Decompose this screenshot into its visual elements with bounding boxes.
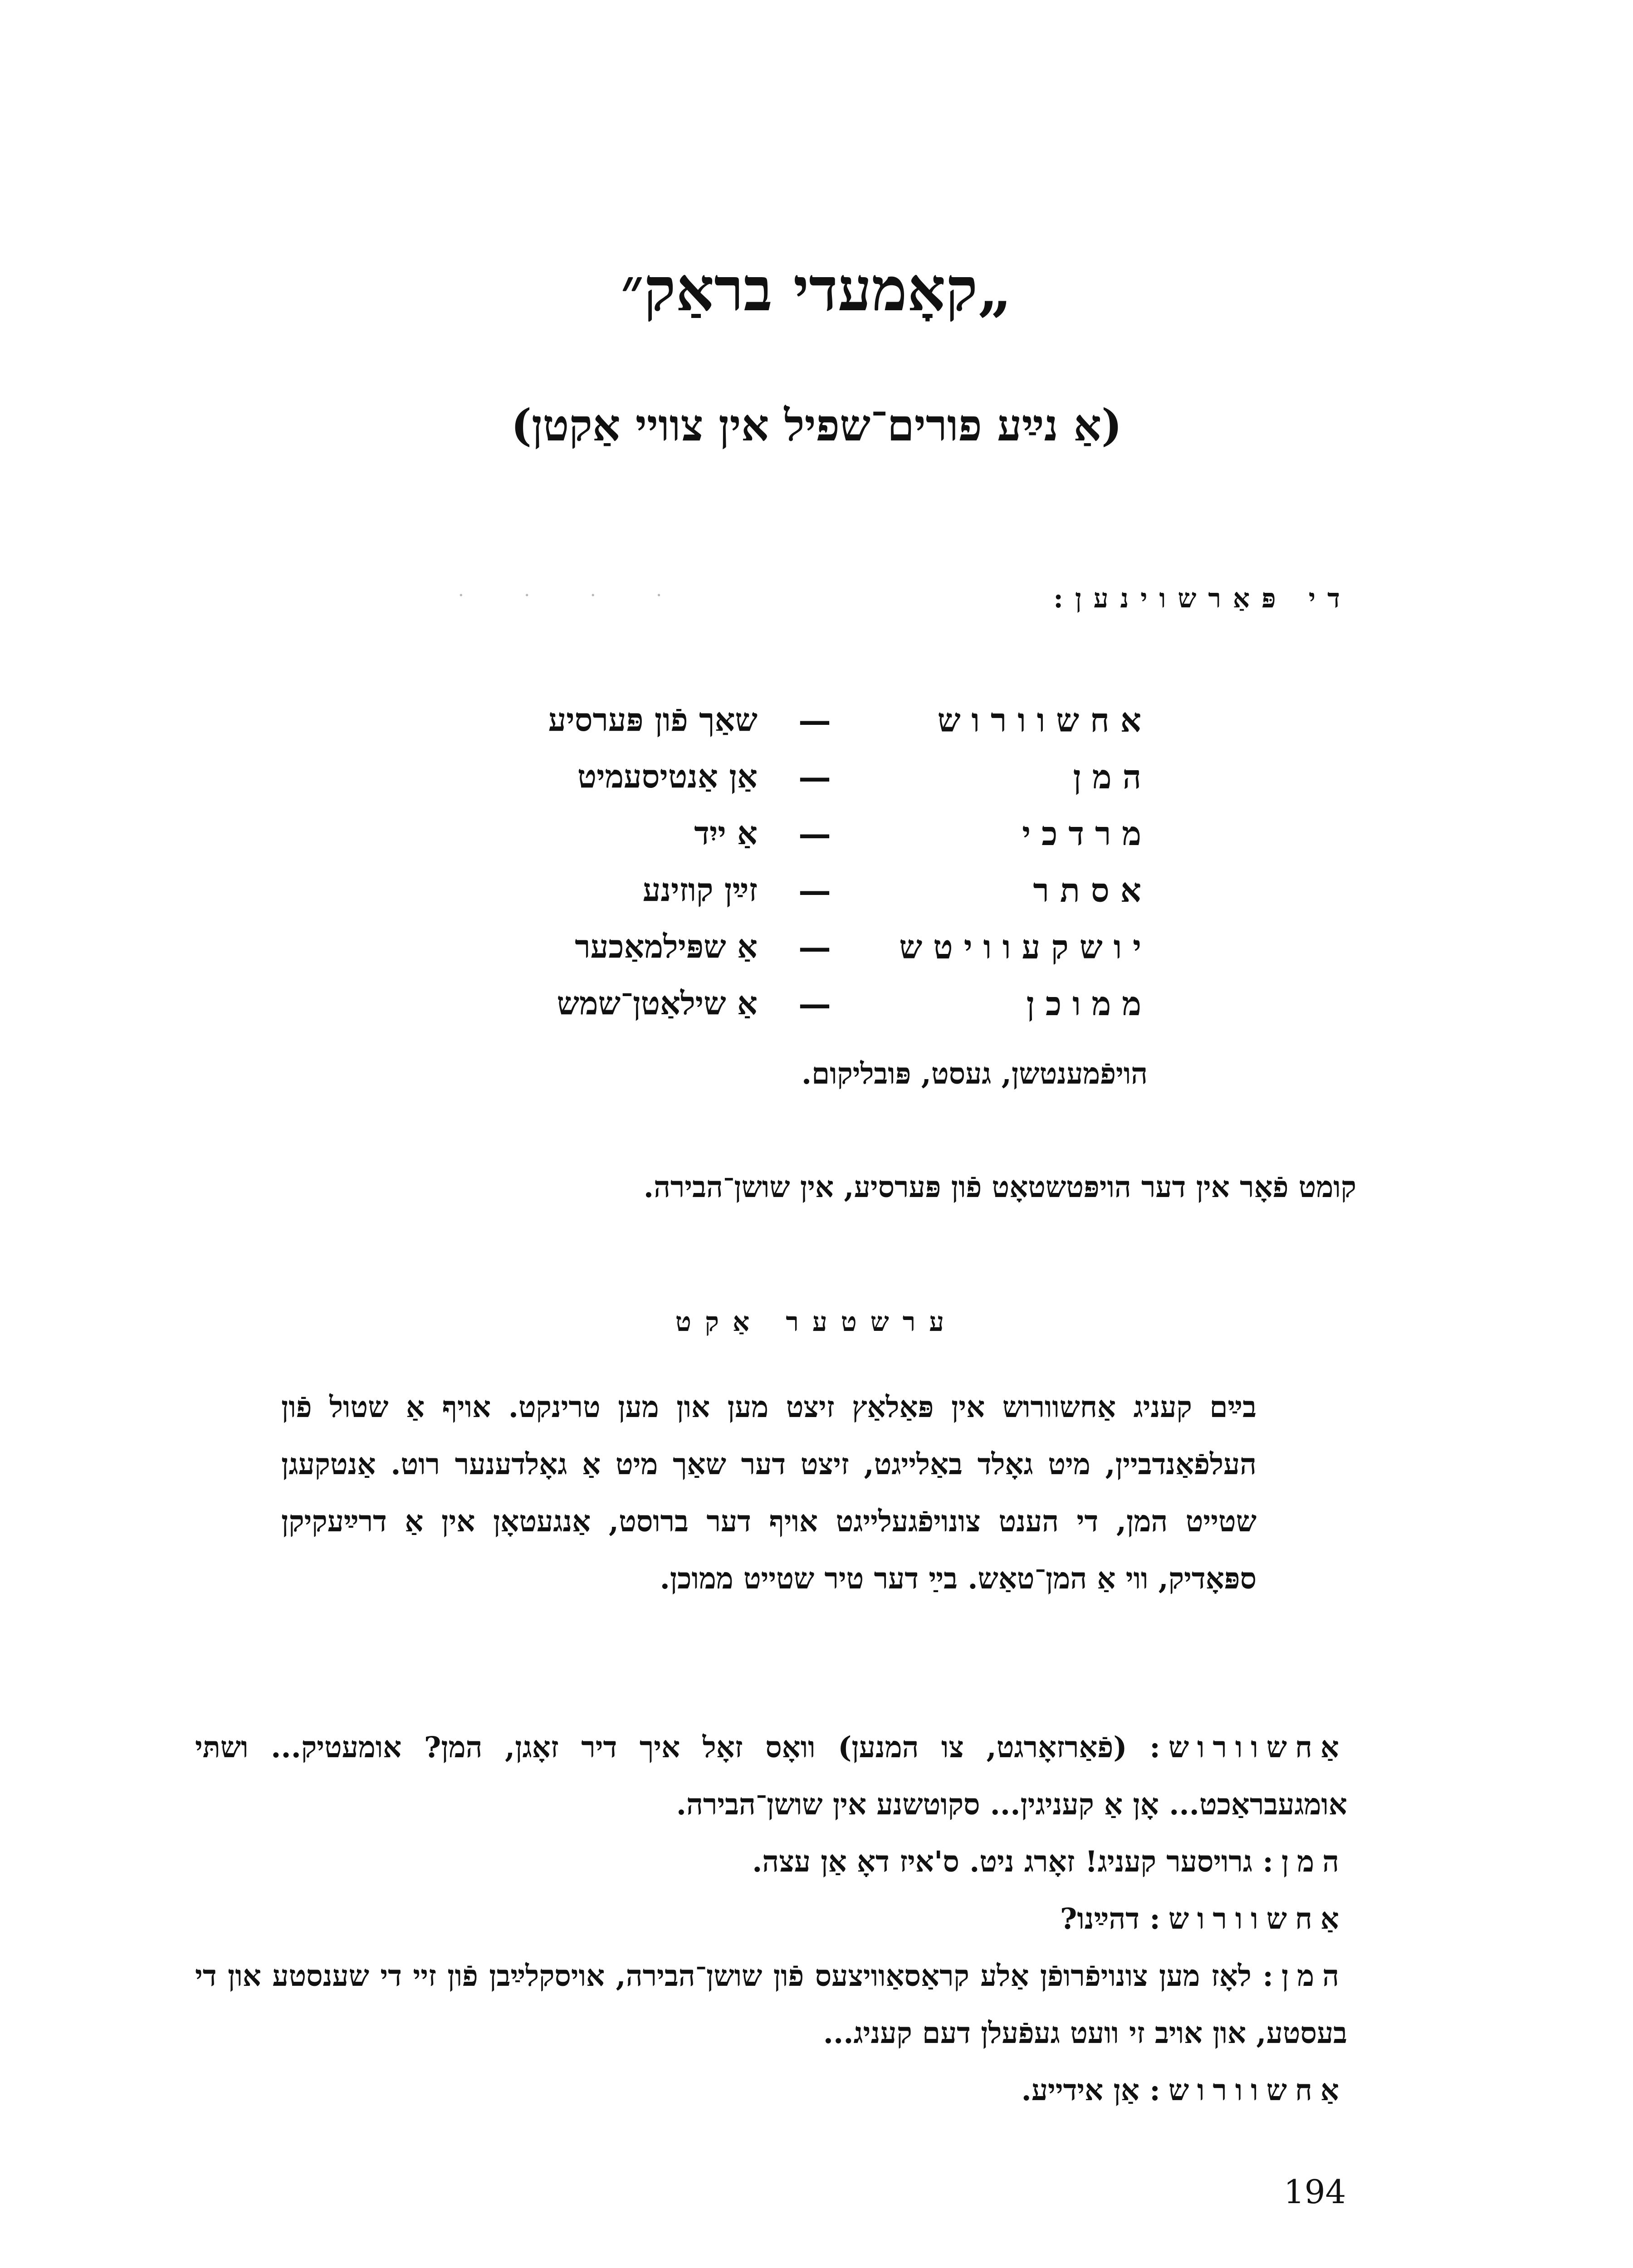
cast-name: יושקעוויטש bbox=[899, 928, 1152, 966]
cast-role: אַן אַנטיסעמיט bbox=[577, 758, 758, 795]
act-heading: ערשטער אַקט bbox=[675, 1306, 958, 1337]
dialogue-block bbox=[195, 1719, 1347, 2119]
cast-name: אסתר bbox=[1033, 871, 1152, 909]
dialogue-text: אַן אידייע. bbox=[1021, 2073, 1139, 2107]
cast-dash: — bbox=[798, 984, 831, 1023]
dialogue-line bbox=[195, 1891, 1347, 1948]
speaker-name: אַחשוורוש: bbox=[1149, 1730, 1348, 1765]
speaker-name: אַחשוורוש: bbox=[1149, 1902, 1347, 1936]
cast-name: ממוכן bbox=[1026, 984, 1152, 1023]
speaker-name: המן: bbox=[1262, 1959, 1348, 1993]
cast-role: שאַך פֿון פּערסיע bbox=[548, 701, 758, 738]
speaker-name: אַחשוורוש: bbox=[1149, 2073, 1347, 2107]
cast-name: אחשוורוש bbox=[937, 701, 1152, 739]
cast-dash: — bbox=[798, 758, 831, 796]
extras-line: הויפֿמענטשן, געסט, פּובליקום. bbox=[801, 1057, 1148, 1091]
cast-dash: — bbox=[798, 701, 831, 739]
cast-role: זײַן קוזינע bbox=[642, 871, 758, 909]
scan-specks: · · · · bbox=[458, 585, 689, 606]
page-number: 194 bbox=[1284, 2173, 1346, 2211]
dialogue-line bbox=[195, 1833, 1347, 1891]
dialogue-line bbox=[195, 1948, 1347, 2062]
dialogue-line bbox=[195, 1719, 1347, 1833]
cast-heading: די פּאַרשוינען: bbox=[1053, 583, 1352, 614]
setting-line: קומט פֿאָר אין דער הויפּטשטאָט פֿון פּערסיע, אין שושן־הבירה. bbox=[643, 1170, 1356, 1204]
cast-role: אַ שפּילמאַכער bbox=[575, 928, 758, 965]
cast-name: המן bbox=[1073, 758, 1152, 796]
cast-dash: — bbox=[798, 928, 831, 966]
dialogue-line bbox=[195, 2062, 1347, 2119]
cast-role: אַ שילאַטן־שמש bbox=[557, 984, 758, 1022]
cast-role: אַ ייִד bbox=[694, 814, 758, 852]
speaker-name: המן: bbox=[1262, 1845, 1347, 1879]
dialogue-text: לאָז מען צונויפֿרופֿן אַלע קראַסאַוויצעס פֿון שושן־הבירה, אויסקלײַבן פֿון זיי די שענסטע און די בעסטע, און אויב זי וועט געפֿעלן דעם קעניג... bbox=[195, 1959, 1347, 2050]
play-title: „קאָמעדי בראַק״ bbox=[621, 254, 1012, 325]
dialogue-text: (פֿאַרזאָרגט, צו המנען) וואָס זאָל איך דיר זאָגן, המן? אומעטיק... ושתּי אומגעבראַכט... אָן אַ קעניגין... סקוטשנע אין שושן־הבירה. bbox=[195, 1730, 1347, 1822]
play-subtitle: (אַ נײַע פורים־שפיל אין צוויי אַקטן) bbox=[511, 400, 1122, 451]
dialogue-text: גרויסער קעניג! זאָרג ניט. ס'איז דאָ אַן עצה. bbox=[752, 1845, 1253, 1879]
cast-name: מרדכי bbox=[1022, 814, 1152, 853]
cast-dash: — bbox=[798, 871, 831, 909]
stage-direction: בײַם קעניג אַחשוורוש אין פּאַלאַץ זיצט מען און מען טרינקט. אויף אַ שטול פֿון העלפֿאַנדביין, מיט גאָלד באַלייגט, זיצט דער שאַך מיט אַ גאָלדענער רוט. אַנטקעגן שטייט המן, די הענט צונויפֿגעלייגט אויף דער ברוסט, אַנגעטאָן אין אַ דרײַעקיקן ספּאָדיק, ווי אַ המן־טאַש. בײַ דער טיר שטייט ממוכן. bbox=[281, 1390, 1257, 1596]
dialogue-text: דהײַנו? bbox=[1060, 1902, 1139, 1936]
cast-dash: — bbox=[798, 814, 831, 853]
